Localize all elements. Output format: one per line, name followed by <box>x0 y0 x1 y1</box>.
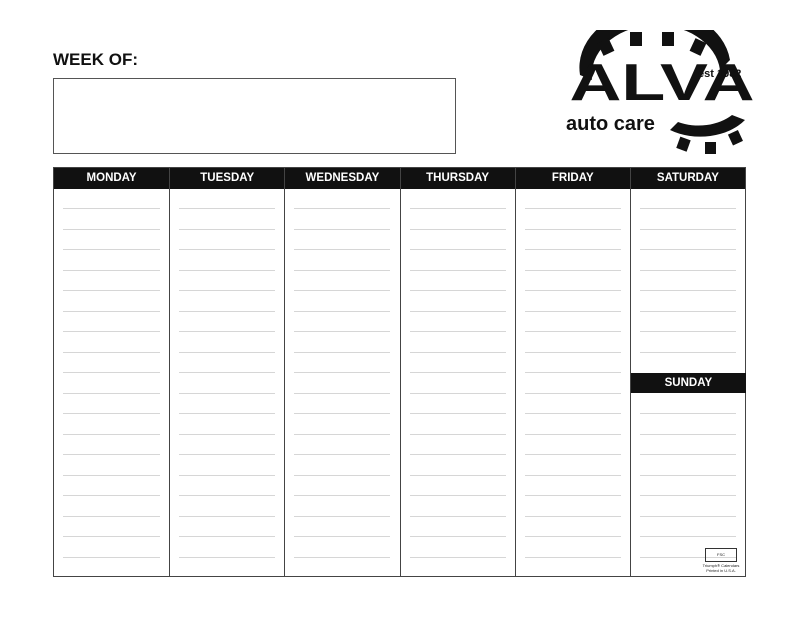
printer-brand: Triumph® Calendars <box>702 563 740 568</box>
writing-line <box>63 516 160 517</box>
writing-line <box>525 454 621 455</box>
day-header: TUESDAY <box>200 172 255 184</box>
writing-line <box>63 557 160 558</box>
writing-line <box>410 249 506 250</box>
writing-line <box>179 229 275 230</box>
writing-line <box>63 413 160 414</box>
writing-line <box>63 495 160 496</box>
writing-line <box>63 208 160 209</box>
writing-line <box>640 495 736 496</box>
writing-line <box>525 536 621 537</box>
writing-line <box>179 208 275 209</box>
writing-line <box>179 413 275 414</box>
writing-line <box>410 270 506 271</box>
writing-line <box>179 249 275 250</box>
writing-line <box>179 516 275 517</box>
writing-line <box>294 536 390 537</box>
writing-line <box>63 434 160 435</box>
writing-line <box>410 372 506 373</box>
day-header: WEDNESDAY <box>305 172 380 184</box>
writing-line <box>63 270 160 271</box>
writing-line <box>294 372 390 373</box>
writing-line <box>179 495 275 496</box>
writing-line <box>63 229 160 230</box>
day-column-tuesday[interactable] <box>169 168 284 576</box>
writing-line <box>410 352 506 353</box>
writing-line <box>294 454 390 455</box>
writing-line <box>63 393 160 394</box>
writing-line <box>294 475 390 476</box>
writing-line <box>640 516 736 517</box>
writing-line <box>525 249 621 250</box>
writing-line <box>63 536 160 537</box>
writing-line <box>410 393 506 394</box>
day-column-wednesday[interactable] <box>284 168 399 576</box>
writing-line <box>179 536 275 537</box>
day-header: THURSDAY <box>426 172 489 184</box>
writing-line <box>640 229 736 230</box>
writing-line <box>640 454 736 455</box>
writing-line <box>179 311 275 312</box>
writing-line <box>294 249 390 250</box>
writing-line <box>410 434 506 435</box>
day-header: SATURDAY <box>656 172 719 184</box>
week-of-field[interactable] <box>53 78 456 154</box>
writing-line <box>410 208 506 209</box>
writing-line <box>294 331 390 332</box>
writing-line <box>294 516 390 517</box>
writing-line <box>294 208 390 209</box>
writing-line <box>179 372 275 373</box>
writing-line <box>179 557 275 558</box>
writing-line <box>410 557 506 558</box>
writing-line <box>410 290 506 291</box>
writing-line <box>525 495 621 496</box>
writing-line <box>63 331 160 332</box>
day-column-monday[interactable] <box>54 168 169 576</box>
writing-line <box>294 311 390 312</box>
writing-line <box>410 229 506 230</box>
writing-line <box>640 413 736 414</box>
day-column-thursday[interactable] <box>400 168 515 576</box>
alva-logo <box>560 30 760 160</box>
writing-line <box>63 372 160 373</box>
writing-line <box>294 352 390 353</box>
writing-line <box>63 454 160 455</box>
writing-line <box>63 290 160 291</box>
writing-line <box>179 393 275 394</box>
writing-line <box>640 249 736 250</box>
writing-line <box>640 290 736 291</box>
writing-line <box>525 434 621 435</box>
writing-line <box>179 352 275 353</box>
writing-line <box>294 393 390 394</box>
week-grid <box>53 167 746 577</box>
writing-line <box>294 290 390 291</box>
writing-line <box>525 352 621 353</box>
writing-line <box>525 311 621 312</box>
writing-line <box>525 393 621 394</box>
writing-line <box>640 434 736 435</box>
printed-in: Printed in U.S.A. <box>706 568 736 573</box>
logo-tagline: auto care <box>566 113 655 135</box>
writing-line <box>294 495 390 496</box>
writing-line <box>410 331 506 332</box>
writing-line <box>640 208 736 209</box>
writing-line <box>640 331 736 332</box>
writing-line <box>525 331 621 332</box>
writing-line <box>410 311 506 312</box>
writing-line <box>525 475 621 476</box>
writing-line <box>63 311 160 312</box>
writing-line <box>179 454 275 455</box>
day-column-saturday[interactable] <box>630 168 745 576</box>
writing-line <box>640 475 736 476</box>
logo-est: est 1982 <box>698 68 742 80</box>
writing-line <box>294 413 390 414</box>
writing-line <box>525 290 621 291</box>
writing-line <box>410 413 506 414</box>
fsc-logo: FSC <box>705 548 737 562</box>
day-header: MONDAY <box>86 172 137 184</box>
writing-line <box>640 270 736 271</box>
day-header: FRIDAY <box>551 172 594 184</box>
writing-line <box>525 208 621 209</box>
writing-line <box>179 475 275 476</box>
writing-line <box>640 311 736 312</box>
day-column-friday[interactable] <box>515 168 630 576</box>
writing-line <box>63 249 160 250</box>
writing-line <box>410 475 506 476</box>
writing-line <box>294 229 390 230</box>
writing-line <box>640 352 736 353</box>
writing-line <box>63 475 160 476</box>
sunday-header: SUNDAY <box>631 373 746 393</box>
writing-line <box>525 229 621 230</box>
writing-line <box>525 413 621 414</box>
writing-line <box>63 352 160 353</box>
writing-line <box>294 270 390 271</box>
writing-line <box>179 290 275 291</box>
printer-mark <box>700 548 742 573</box>
writing-line <box>525 557 621 558</box>
writing-line <box>294 557 390 558</box>
writing-line <box>410 454 506 455</box>
writing-line <box>179 331 275 332</box>
logo-name: ALVA <box>569 54 755 112</box>
writing-line <box>294 434 390 435</box>
writing-line <box>179 270 275 271</box>
week-of-label: WEEK OF: <box>53 50 138 69</box>
writing-line <box>410 495 506 496</box>
writing-line <box>410 516 506 517</box>
writing-line <box>525 516 621 517</box>
writing-line <box>179 434 275 435</box>
writing-line <box>640 536 736 537</box>
writing-line <box>410 536 506 537</box>
writing-line <box>525 270 621 271</box>
writing-line <box>525 372 621 373</box>
